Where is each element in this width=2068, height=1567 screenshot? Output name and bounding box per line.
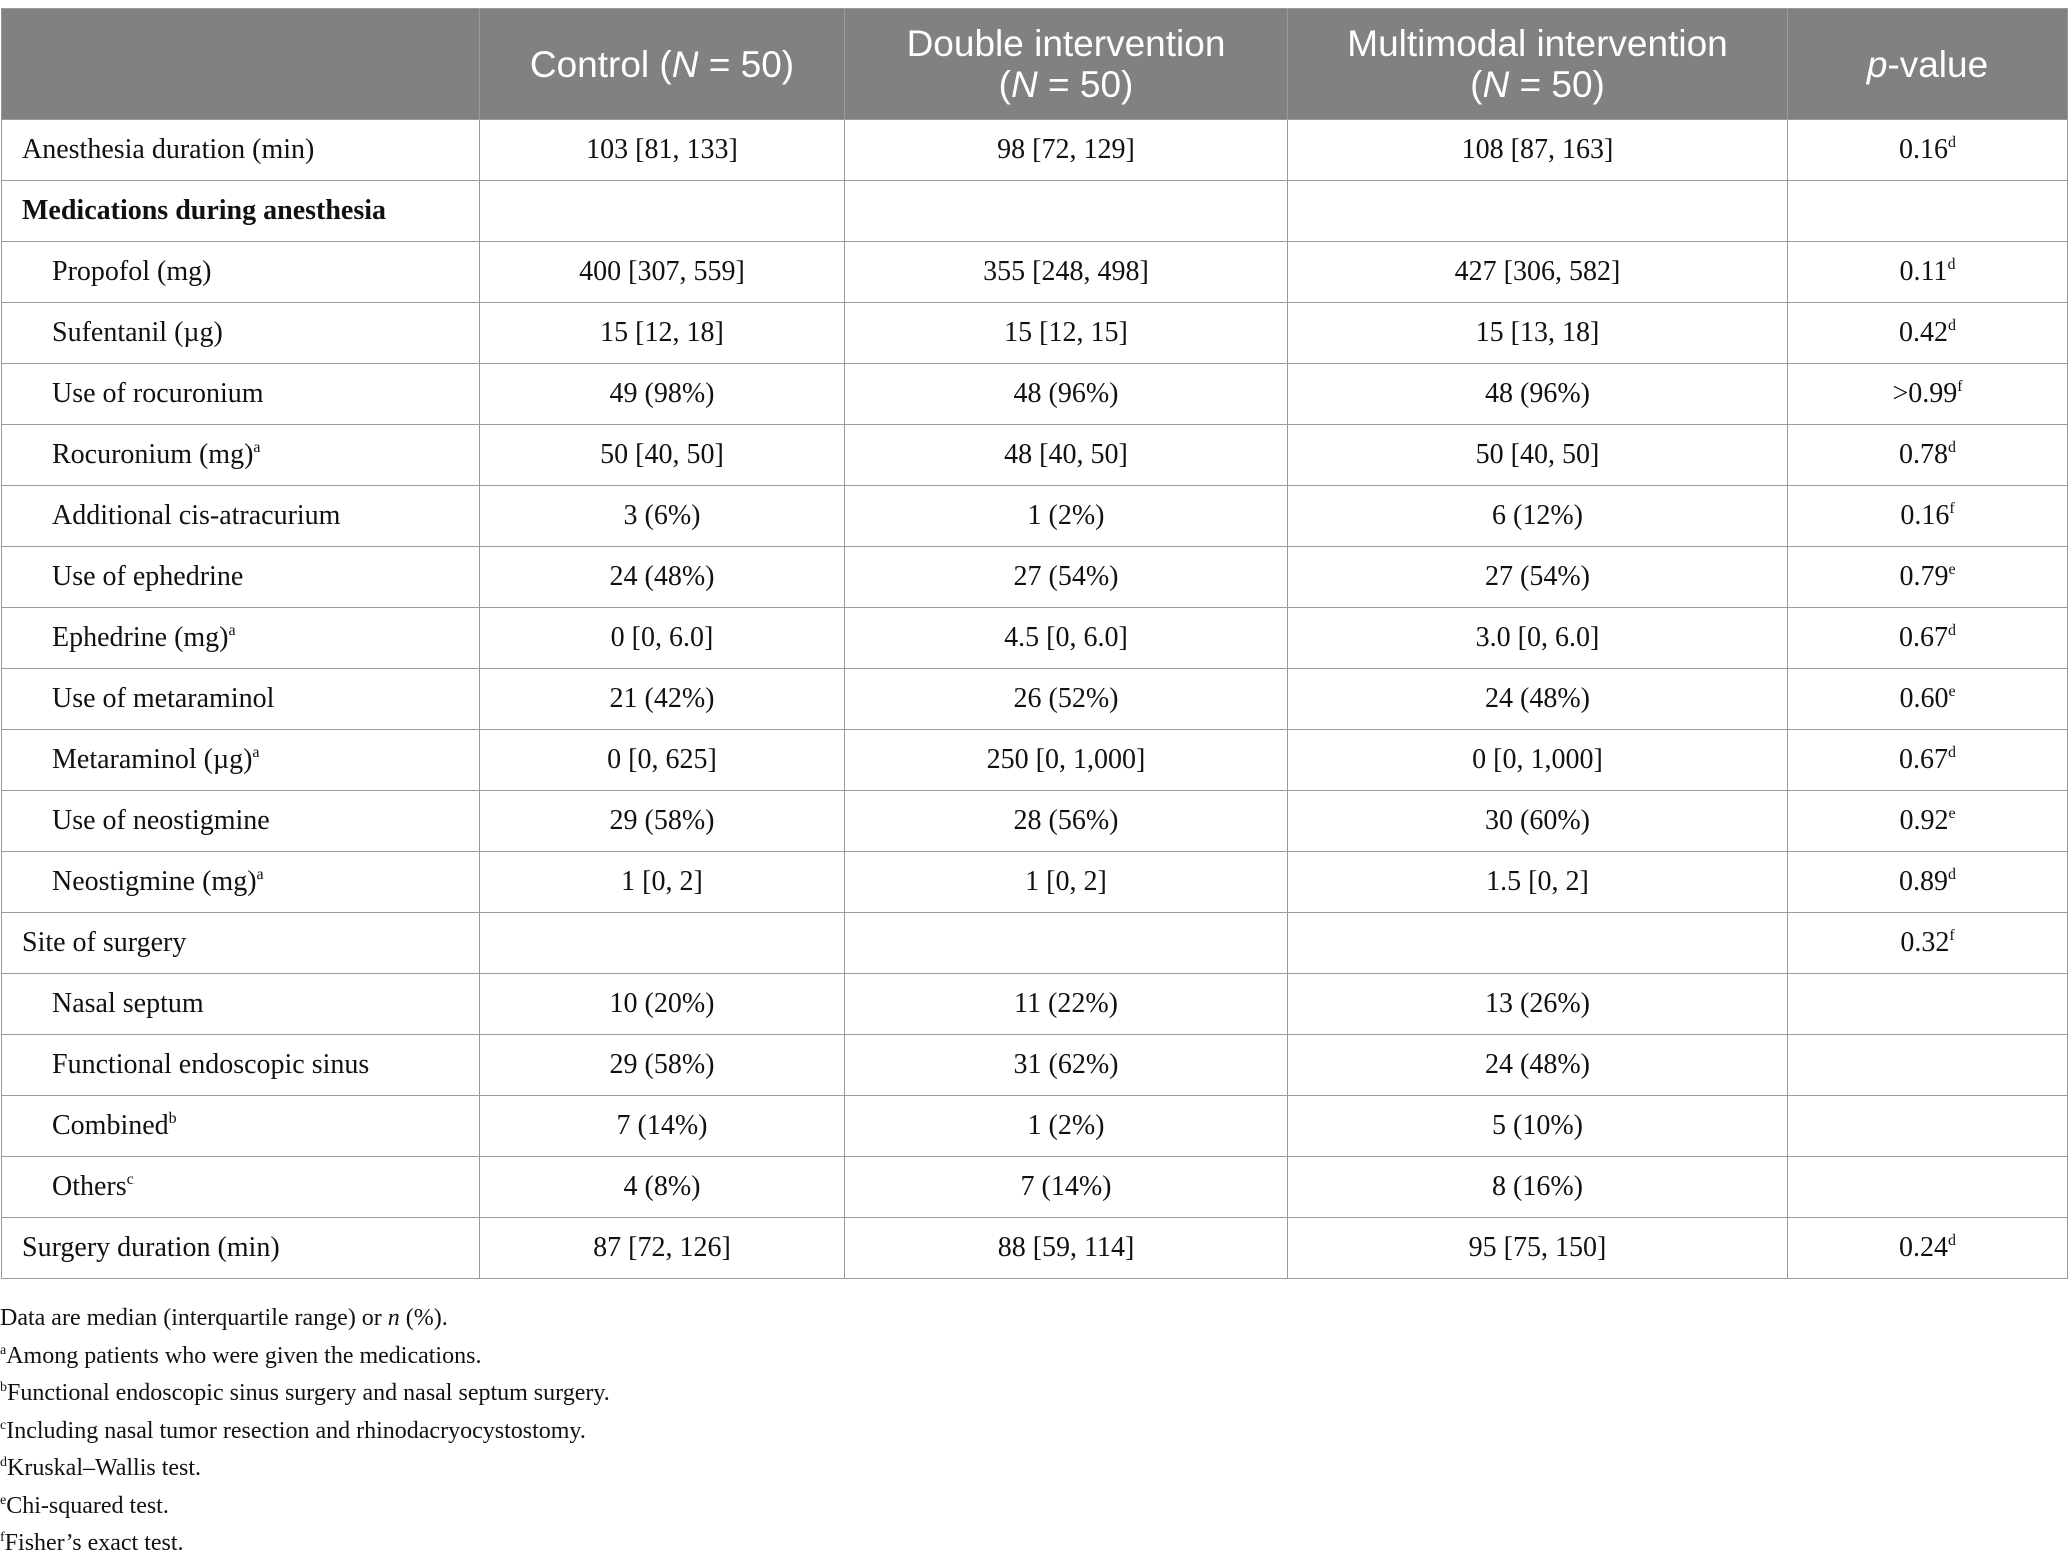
- cell-multimodal: 27 (54%): [1288, 547, 1788, 608]
- header-double-line1: Double intervention: [906, 23, 1226, 64]
- row-label-text: Combined: [52, 1110, 169, 1141]
- header-double-n: N: [1010, 64, 1038, 105]
- header-multimodal-line1: Multimodal intervention: [1347, 23, 1728, 64]
- row-label-text: Use of neostigmine: [52, 805, 270, 836]
- cell-multimodal: 24 (48%): [1288, 1035, 1788, 1096]
- footnote-text: Chi-squared test.: [6, 1492, 169, 1519]
- cell-double: 1 [0, 2]: [845, 852, 1288, 913]
- header-double-post: = 50): [1037, 64, 1134, 105]
- cell-control: 1 [0, 2]: [480, 852, 845, 913]
- cell-multimodal: 30 (60%): [1288, 791, 1788, 852]
- table-row: [2, 486, 2068, 547]
- p-value-test-marker: f: [1949, 500, 1955, 517]
- table-row: [2, 974, 2068, 1035]
- footnote-text: Kruskal–Wallis test.: [7, 1455, 202, 1481]
- p-value-text: 0.42: [1899, 317, 1948, 348]
- p-value-text: 0.11: [1899, 256, 1948, 287]
- footnote: [0, 1413, 610, 1451]
- p-value-test-marker: d: [1948, 866, 1956, 883]
- results-table: [1, 8, 2068, 1279]
- cell-control: [480, 913, 845, 974]
- row-label: [2, 181, 480, 242]
- cell-p-value: [1788, 486, 2068, 547]
- header-control-post: = 50): [698, 43, 795, 85]
- cell-double: 1 (2%): [845, 1096, 1288, 1157]
- cell-control: 4 (8%): [480, 1157, 845, 1218]
- p-value-text: 0.79: [1899, 561, 1949, 592]
- row-label-text: Rocuronium (mg): [52, 439, 254, 470]
- footnote: [0, 1488, 610, 1526]
- cell-control: 400 [307, 559]: [480, 242, 845, 303]
- p-value-test-marker: d: [1948, 439, 1956, 456]
- footnote: [0, 1300, 610, 1338]
- cell-p-value: [1788, 120, 2068, 181]
- row-label: [2, 974, 480, 1035]
- table-row: [2, 669, 2068, 730]
- cell-control: 0 [0, 6.0]: [480, 608, 845, 669]
- row-label-footnote-marker: a: [256, 866, 264, 883]
- cell-p-value: [1788, 303, 2068, 364]
- footnote: [0, 1450, 610, 1488]
- cell-p-value: [1788, 547, 2068, 608]
- p-value-test-marker: d: [1948, 317, 1956, 334]
- cell-double: [845, 181, 1288, 242]
- cell-double: 1 (2%): [845, 486, 1288, 547]
- cell-p-value: [1788, 1096, 2068, 1157]
- table-body: [2, 120, 2068, 1279]
- p-value-text: 0.78: [1899, 439, 1948, 470]
- table-row: [2, 608, 2068, 669]
- header-p-post: -value: [1887, 43, 1989, 85]
- cell-double: 31 (62%): [845, 1035, 1288, 1096]
- cell-control: 0 [0, 625]: [480, 730, 845, 791]
- row-label: [2, 120, 480, 181]
- row-label-text: Use of rocuronium: [52, 378, 264, 409]
- footnote-text: n: [387, 1305, 400, 1331]
- row-label-footnote-marker: b: [168, 1110, 177, 1127]
- row-label-text: Functional endoscopic sinus: [52, 1049, 370, 1080]
- row-label-text: Neostigmine (mg): [52, 866, 257, 897]
- cell-p-value: [1788, 242, 2068, 303]
- p-value-test-marker: f: [1957, 378, 1963, 395]
- p-value-text: 0.67: [1899, 622, 1948, 653]
- cell-control: 10 (20%): [480, 974, 845, 1035]
- row-label: [2, 1218, 480, 1279]
- row-label: [2, 547, 480, 608]
- cell-p-value: [1788, 791, 2068, 852]
- table-row: [2, 120, 2068, 181]
- cell-multimodal: [1288, 913, 1788, 974]
- p-value-text: >0.99: [1892, 378, 1958, 409]
- cell-multimodal: 5 (10%): [1288, 1096, 1788, 1157]
- footnote-text: Fisher’s exact test.: [4, 1530, 184, 1556]
- table-row: [2, 913, 2068, 974]
- header-multimodal-intervention: [1288, 9, 1788, 120]
- cell-p-value: [1788, 425, 2068, 486]
- row-label: [2, 303, 480, 364]
- cell-control: 29 (58%): [480, 1035, 845, 1096]
- cell-multimodal: [1288, 181, 1788, 242]
- cell-double: 48 (96%): [845, 364, 1288, 425]
- table-row: [2, 852, 2068, 913]
- cell-p-value: [1788, 1035, 2068, 1096]
- cell-double: 355 [248, 498]: [845, 242, 1288, 303]
- cell-double: 250 [0, 1,000]: [845, 730, 1288, 791]
- table-row: [2, 1035, 2068, 1096]
- cell-multimodal: 50 [40, 50]: [1288, 425, 1788, 486]
- footnote-text: Including nasal tumor resection and rhinodacryocystostomy.: [6, 1417, 586, 1444]
- footnote-marker: a: [0, 1342, 7, 1358]
- cell-control: 7 (14%): [480, 1096, 845, 1157]
- p-value-test-marker: f: [1949, 927, 1955, 944]
- row-label: [2, 669, 480, 730]
- p-value-test-marker: e: [1948, 683, 1956, 700]
- cell-double: 27 (54%): [845, 547, 1288, 608]
- row-label: [2, 852, 480, 913]
- cell-multimodal: 427 [306, 582]: [1288, 242, 1788, 303]
- cell-double: 26 (52%): [845, 669, 1288, 730]
- p-value-test-marker: d: [1947, 256, 1956, 273]
- table-row: [2, 303, 2068, 364]
- footnote-marker: b: [0, 1380, 7, 1395]
- cell-control: [480, 181, 845, 242]
- cell-multimodal: 6 (12%): [1288, 486, 1788, 547]
- row-label: [2, 486, 480, 547]
- p-value-text: 0.16: [1900, 500, 1950, 531]
- p-value-test-marker: d: [1948, 744, 1956, 761]
- p-value-test-marker: d: [1948, 134, 1956, 151]
- cell-double: 28 (56%): [845, 791, 1288, 852]
- row-label-text: Others: [52, 1171, 127, 1202]
- footnote: [0, 1375, 610, 1413]
- cell-p-value: [1788, 181, 2068, 242]
- footnote-text: Data are median (interquartile range) or: [0, 1305, 388, 1331]
- cell-control: 3 (6%): [480, 486, 845, 547]
- row-label-text: Nasal septum: [52, 988, 204, 1019]
- cell-p-value: [1788, 364, 2068, 425]
- p-value-text: 0.16: [1899, 134, 1948, 165]
- cell-double: 4.5 [0, 6.0]: [845, 608, 1288, 669]
- cell-p-value: [1788, 730, 2068, 791]
- cell-control: 87 [72, 126]: [480, 1218, 845, 1279]
- p-value-text: 0.32: [1900, 927, 1950, 958]
- row-label-text: Additional cis-atracurium: [52, 500, 341, 531]
- cell-multimodal: 24 (48%): [1288, 669, 1788, 730]
- cell-double: 11 (22%): [845, 974, 1288, 1035]
- cell-double: 7 (14%): [845, 1157, 1288, 1218]
- p-value-text: 0.24: [1899, 1232, 1948, 1263]
- cell-p-value: [1788, 974, 2068, 1035]
- row-label-text: Use of ephedrine: [52, 561, 244, 592]
- footnote-text: Functional endoscopic sinus surgery and nasal septum surgery.: [7, 1380, 610, 1406]
- p-value-text: 0.60: [1899, 683, 1949, 714]
- p-value-test-marker: d: [1948, 1232, 1956, 1249]
- cell-multimodal: 15 [13, 18]: [1288, 303, 1788, 364]
- table-header: [2, 9, 2068, 120]
- header-p-value: [1788, 9, 2068, 120]
- header-multimodal-n: N: [1482, 64, 1510, 105]
- row-label-footnote-marker: a: [252, 744, 260, 761]
- cell-control: 49 (98%): [480, 364, 845, 425]
- cell-control: 103 [81, 133]: [480, 120, 845, 181]
- row-label: [2, 913, 480, 974]
- header-row: [2, 9, 2068, 120]
- row-label-text: Sufentanil (µg): [52, 317, 223, 348]
- p-value-text: 0.67: [1899, 744, 1948, 775]
- footnote: [0, 1525, 610, 1563]
- table-row: [2, 242, 2068, 303]
- row-label: [2, 364, 480, 425]
- row-label-text: Use of metaraminol: [52, 683, 275, 714]
- header-control: [480, 9, 845, 120]
- table-row: [2, 1157, 2068, 1218]
- cell-multimodal: 3.0 [0, 6.0]: [1288, 608, 1788, 669]
- footnote-marker: e: [0, 1492, 7, 1508]
- row-label: [2, 1157, 480, 1218]
- cell-p-value: [1788, 669, 2068, 730]
- footnote-marker: c: [0, 1417, 7, 1433]
- table-row: [2, 425, 2068, 486]
- header-multimodal-pre: (: [1470, 64, 1483, 105]
- table-row: [2, 791, 2068, 852]
- header-p-italic: p: [1866, 43, 1888, 85]
- row-label-text: Metaraminol (µg): [52, 744, 253, 775]
- footnote: [0, 1338, 610, 1376]
- cell-p-value: [1788, 852, 2068, 913]
- table-row: [2, 1218, 2068, 1279]
- row-label: [2, 242, 480, 303]
- header-blank-cell: [2, 9, 480, 120]
- header-double-pre: (: [998, 64, 1011, 105]
- row-label-text: Medications during anesthesia: [22, 195, 387, 226]
- row-label-text: Site of surgery: [22, 927, 187, 958]
- cell-double: 98 [72, 129]: [845, 120, 1288, 181]
- cell-control: 29 (58%): [480, 791, 845, 852]
- row-label: [2, 791, 480, 852]
- header-double-intervention: [845, 9, 1288, 120]
- cell-p-value: [1788, 913, 2068, 974]
- row-label: [2, 1035, 480, 1096]
- row-label: [2, 425, 480, 486]
- row-label-footnote-marker: a: [253, 439, 261, 456]
- p-value-test-marker: e: [1948, 561, 1956, 578]
- table-footnotes: [0, 1300, 610, 1563]
- header-multimodal-post: = 50): [1509, 64, 1605, 105]
- row-label: [2, 608, 480, 669]
- footnote-marker: f: [0, 1530, 5, 1545]
- row-label-text: Propofol (mg): [52, 256, 212, 287]
- p-value-test-marker: d: [1948, 622, 1956, 639]
- table-row: [2, 730, 2068, 791]
- header-control-n: N: [671, 43, 699, 85]
- row-label-footnote-marker: c: [126, 1171, 134, 1188]
- cell-multimodal: 108 [87, 163]: [1288, 120, 1788, 181]
- cell-double: 48 [40, 50]: [845, 425, 1288, 486]
- row-label-footnote-marker: a: [228, 622, 236, 639]
- footnote-marker: d: [0, 1455, 7, 1470]
- header-control-pre: Control (: [529, 43, 672, 85]
- cell-control: 50 [40, 50]: [480, 425, 845, 486]
- cell-multimodal: 95 [75, 150]: [1288, 1218, 1788, 1279]
- p-value-text: 0.89: [1899, 866, 1948, 897]
- cell-double: [845, 913, 1288, 974]
- cell-control: 15 [12, 18]: [480, 303, 845, 364]
- row-label: [2, 730, 480, 791]
- cell-double: 15 [12, 15]: [845, 303, 1288, 364]
- footnote-text: (%).: [399, 1305, 448, 1331]
- table-row: [2, 364, 2068, 425]
- row-label-text: Anesthesia duration (min): [22, 134, 315, 165]
- cell-multimodal: 1.5 [0, 2]: [1288, 852, 1788, 913]
- footnote-text: Among patients who were given the medications.: [6, 1342, 482, 1369]
- row-label-text: Ephedrine (mg): [52, 622, 229, 653]
- table-row: [2, 181, 2068, 242]
- cell-control: 24 (48%): [480, 547, 845, 608]
- table-row: [2, 547, 2068, 608]
- row-label-text: Surgery duration (min): [22, 1232, 280, 1263]
- cell-p-value: [1788, 1157, 2068, 1218]
- cell-control: 21 (42%): [480, 669, 845, 730]
- cell-double: 88 [59, 114]: [845, 1218, 1288, 1279]
- p-value-text: 0.92: [1899, 805, 1949, 836]
- cell-p-value: [1788, 608, 2068, 669]
- p-value-test-marker: e: [1948, 805, 1956, 822]
- cell-multimodal: 13 (26%): [1288, 974, 1788, 1035]
- table-row: [2, 1096, 2068, 1157]
- cell-multimodal: 0 [0, 1,000]: [1288, 730, 1788, 791]
- cell-p-value: [1788, 1218, 2068, 1279]
- cell-multimodal: 8 (16%): [1288, 1157, 1788, 1218]
- row-label: [2, 1096, 480, 1157]
- cell-multimodal: 48 (96%): [1288, 364, 1788, 425]
